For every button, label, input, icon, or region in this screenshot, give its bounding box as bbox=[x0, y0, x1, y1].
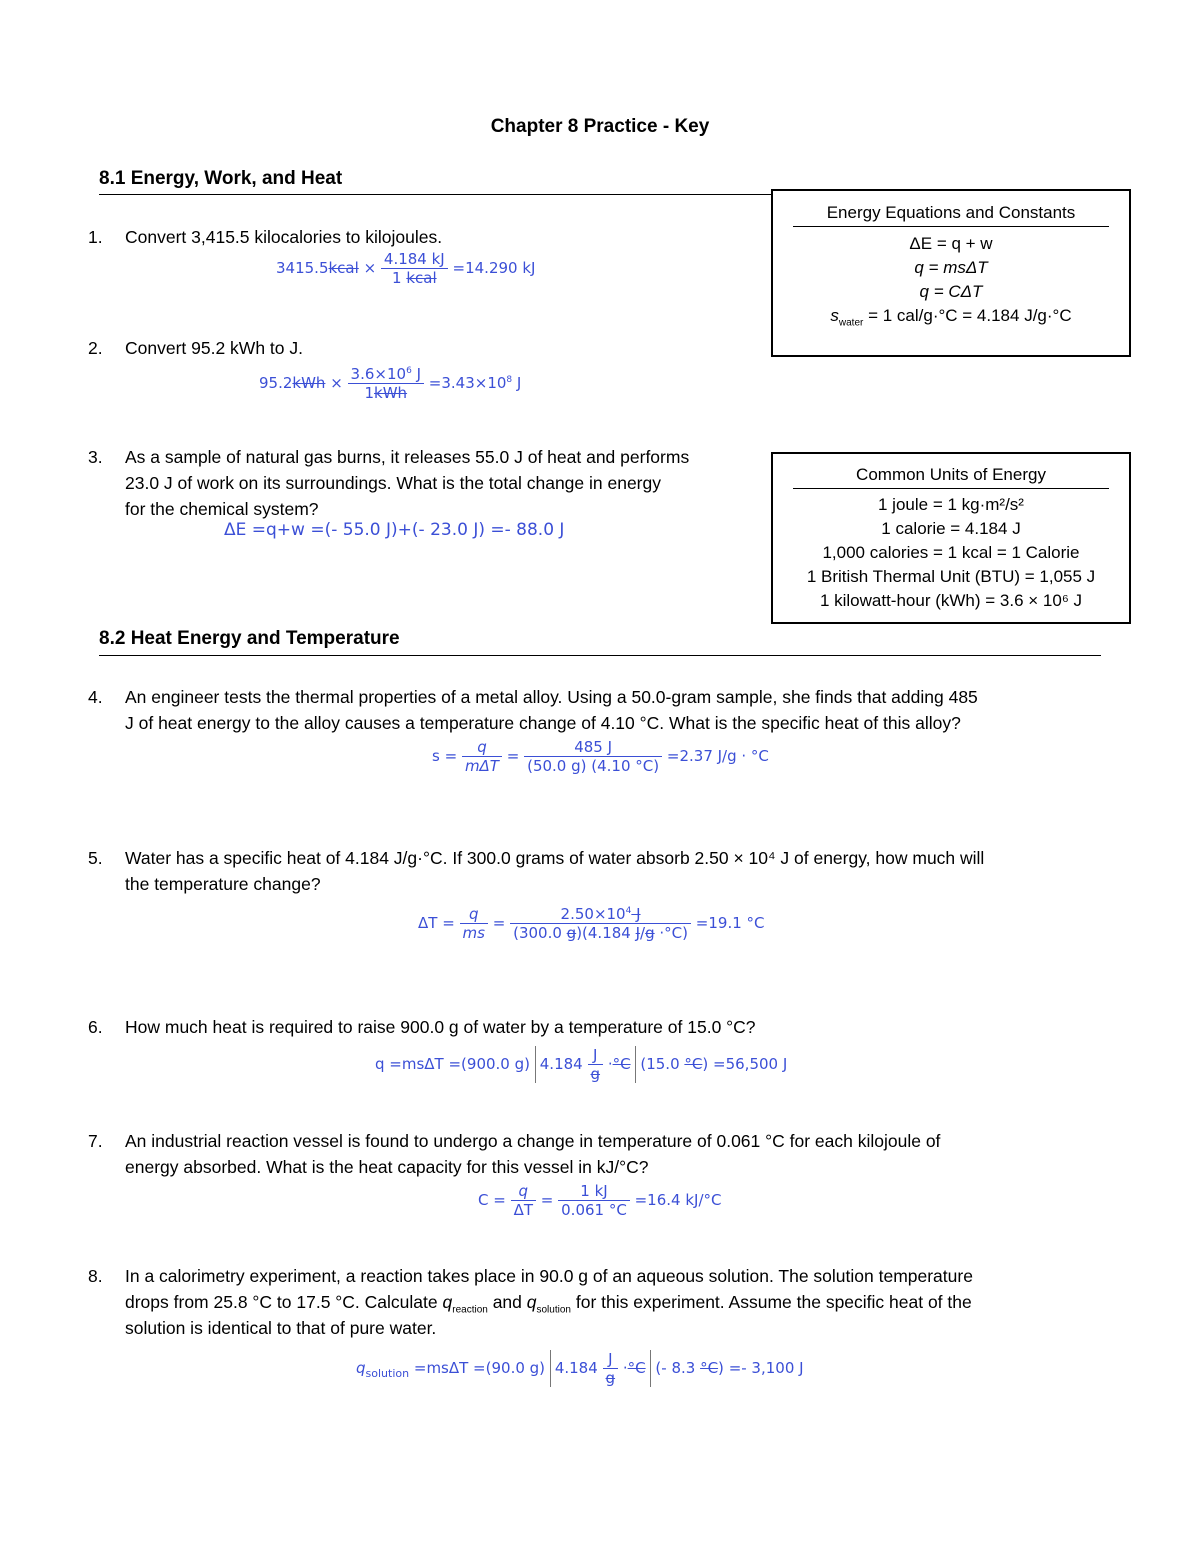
equation-energy: ΔE = q + w bbox=[909, 234, 993, 253]
question-text: energy absorbed. What is the heat capacity for this vessel in kJ/°C? bbox=[125, 1157, 649, 1177]
question-text: Convert 95.2 kWh to J. bbox=[125, 338, 303, 358]
equation-lhs: ΔT = bbox=[418, 914, 455, 932]
section-rule bbox=[99, 194, 771, 195]
equation-lhs: C = bbox=[478, 1191, 506, 1209]
specific-heat-term: 4.184 $\frac{J}{g}$ ·°C bbox=[550, 1350, 651, 1387]
question-number: 5. bbox=[88, 848, 103, 868]
question-text: solution is identical to that of pure water. bbox=[125, 1318, 437, 1338]
s-label: s bbox=[830, 306, 839, 325]
specific-heat-term: 4.184 $\frac{J}{g}$ ·°C bbox=[535, 1046, 636, 1083]
answer-2: 95.2kWh × $\frac{3.6\times 10^6 J}{\text{1kWh}}$ $=3.43\times 10^8$ J bbox=[259, 365, 522, 402]
question-text: Water has a specific heat of 4.184 J/g·°C. If 300.0 grams of water absorb 2.50 × 10⁴ J of energy, how much will bbox=[125, 848, 985, 868]
common-units-box bbox=[771, 452, 1131, 624]
temperature-term: (15.0 °C) bbox=[640, 1055, 709, 1073]
question-text: An engineer tests the thermal properties of a metal alloy. Using a 50.0-gram sample, she finds that adding 485 bbox=[125, 687, 978, 707]
question-number: 3. bbox=[88, 447, 103, 467]
answer-result: =- 3,100 J bbox=[728, 1359, 804, 1377]
specific-heat-water bbox=[773, 304, 1129, 335]
answer-4: s = $\frac{q}{\text{mΔT}}$ = $\frac{485 J}{(50.0 g) (4.10 ^\circ C)}$ =2.37 J/g · °C bbox=[432, 738, 769, 775]
answer-7: C = $\frac{q}{\Delta T}$ = $\frac{1 kJ}{0.061 ^\circ C}$ =16.4 kJ/°C bbox=[478, 1182, 722, 1219]
conversion-fraction bbox=[381, 250, 448, 287]
values-fraction: $\frac{2.50\times 10^4 J}{(300.0 g)(4.184 J/g \cdot^\circ C)}$ bbox=[510, 905, 691, 942]
energy-equations-box bbox=[771, 189, 1131, 357]
s-subscript: water bbox=[838, 317, 864, 329]
answer-result: =2.37 J/g · °C bbox=[666, 747, 769, 765]
answer-result: =19.1 °C bbox=[695, 914, 765, 932]
answer-result: =14.290 kJ bbox=[452, 259, 536, 277]
question-text: 23.0 J of work on its surroundings. What is the total change in energy bbox=[125, 473, 661, 493]
unit-joule: 1 joule = 1 kg·m²/s² bbox=[878, 495, 1024, 514]
section-heading-8-2: 8.2 Heat Energy and Temperature bbox=[99, 628, 400, 649]
unit-btu: 1 British Thermal Unit (BTU) = 1,055 J bbox=[806, 567, 1096, 586]
box-title: Energy Equations and Constants bbox=[826, 203, 1076, 222]
page-title: Chapter 8 Practice - Key bbox=[490, 116, 710, 137]
box-title: Common Units of Energy bbox=[856, 465, 1046, 484]
question-text: for the chemical system? bbox=[125, 499, 319, 519]
cancelled-unit: kWh bbox=[292, 374, 326, 392]
answer-6 bbox=[375, 1046, 787, 1083]
equation-heat-capacity: q = CΔT bbox=[919, 282, 983, 301]
question-number: 2. bbox=[88, 338, 103, 358]
answer-result: =16.4 kJ/°C bbox=[634, 1191, 722, 1209]
section-heading-8-1: 8.1 Energy, Work, and Heat bbox=[99, 168, 343, 189]
question-text: In a calorimetry experiment, a reaction takes place in 90.0 g of an aqueous solution. The solution temperature bbox=[125, 1266, 973, 1286]
values-fraction: $\frac{485 J}{(50.0 g) (4.10 ^\circ C)}$ bbox=[524, 738, 662, 775]
question-number: 6. bbox=[88, 1017, 103, 1037]
answer-value: 3415.5 bbox=[276, 259, 329, 277]
values-fraction: $\frac{1 kJ}{0.061 ^\circ C}$ bbox=[558, 1182, 630, 1219]
question-text: As a sample of natural gas burns, it releases 55.0 J of heat and performs bbox=[125, 447, 690, 467]
equation-lhs: s = bbox=[432, 747, 458, 765]
box-title-rule bbox=[793, 226, 1109, 227]
question-number: 1. bbox=[88, 227, 103, 247]
question-text: Convert 3,415.5 kilocalories to kilojoules. bbox=[125, 227, 443, 247]
cancelled-unit: kcal bbox=[328, 259, 359, 277]
fraction-numerator: 4.184 kJ bbox=[381, 250, 448, 269]
answer-result: $=3.43\times 10^8$ J bbox=[428, 374, 522, 392]
temperature-term: (- 8.3 °C) bbox=[655, 1359, 724, 1377]
conversion-fraction bbox=[348, 365, 424, 402]
formula-fraction: $\frac{q}{ms}$ bbox=[460, 905, 488, 942]
unit-kwh: 1 kilowatt-hour (kWh) = 3.6 × 10⁶ J bbox=[819, 591, 1083, 610]
answer-1: 3415.5kcal × $\frac{4.184 kJ}{\text{1 kcal}}$ =14.290 kJ bbox=[276, 250, 536, 287]
answer-value: 95.2 bbox=[259, 374, 293, 392]
answer-result: =56,500 J bbox=[713, 1055, 788, 1073]
unit-kcal: 1,000 calories = 1 kcal = 1 Calorie bbox=[822, 543, 1080, 562]
answer-3: ΔE =q+w =(- 55.0 J)+(- 23.0 J) =- 88.0 J bbox=[224, 520, 565, 540]
section-rule bbox=[99, 655, 1101, 656]
fraction-denominator: 1kWh bbox=[364, 384, 408, 402]
question-text: J of heat energy to the alloy causes a temperature change of 4.10 °C. What is the specific heat of this alloy? bbox=[125, 713, 961, 733]
formula-fraction: $\frac{q}{\Delta T}$ bbox=[511, 1182, 536, 1219]
fraction-denominator: 1 kcal bbox=[392, 269, 437, 287]
question-text: the temperature change? bbox=[125, 874, 321, 894]
box-title-rule bbox=[793, 488, 1109, 489]
answer-8: $q_{solution} =ms\Delta T =(90.0$ g) 4.184 $\frac{J}{g}$ ·°C (- 8.3 °C) =- 3,100 J bbox=[356, 1350, 804, 1387]
unit-calorie: 1 calorie = 4.184 J bbox=[881, 519, 1021, 538]
answer-5: ΔT = $\frac{q}{ms}$ = $\frac{2.50\times 10^4 J}{(300.0 g)(4.184 J/g \cdot^\circ C)}$ =19.1 °C bbox=[418, 905, 765, 942]
question-text: An industrial reaction vessel is found to undergo a change in temperature of 0.061 °C for each kilojoule of bbox=[125, 1131, 941, 1151]
question-text-with-symbols: drops from 25.8 °C to 17.5 °C. Calculate $q_{reaction}$ and $q_{solution}$ for this experiment. Assume the specific heat of the bbox=[125, 1292, 972, 1316]
equation-heat-specific: q = msΔT bbox=[914, 258, 988, 277]
question-number: 7. bbox=[88, 1131, 103, 1151]
equation-lhs: =msΔT =(90.0 g) bbox=[413, 1359, 546, 1377]
formula-fraction: $\frac{q}{\text{mΔT}}$ bbox=[462, 738, 502, 775]
question-text: How much heat is required to raise 900.0 g of water by a temperature of 15.0 °C? bbox=[125, 1017, 756, 1037]
question-number: 4. bbox=[88, 687, 103, 707]
equation-lhs: q =msΔT =(900.0 g) bbox=[375, 1055, 530, 1073]
specific-heat-value: = 1 cal/g·°C = 4.184 J/g·°C bbox=[868, 306, 1072, 325]
question-number: 8. bbox=[88, 1266, 103, 1286]
fraction-numerator: $3.6\times 10^6$ J bbox=[348, 365, 424, 384]
